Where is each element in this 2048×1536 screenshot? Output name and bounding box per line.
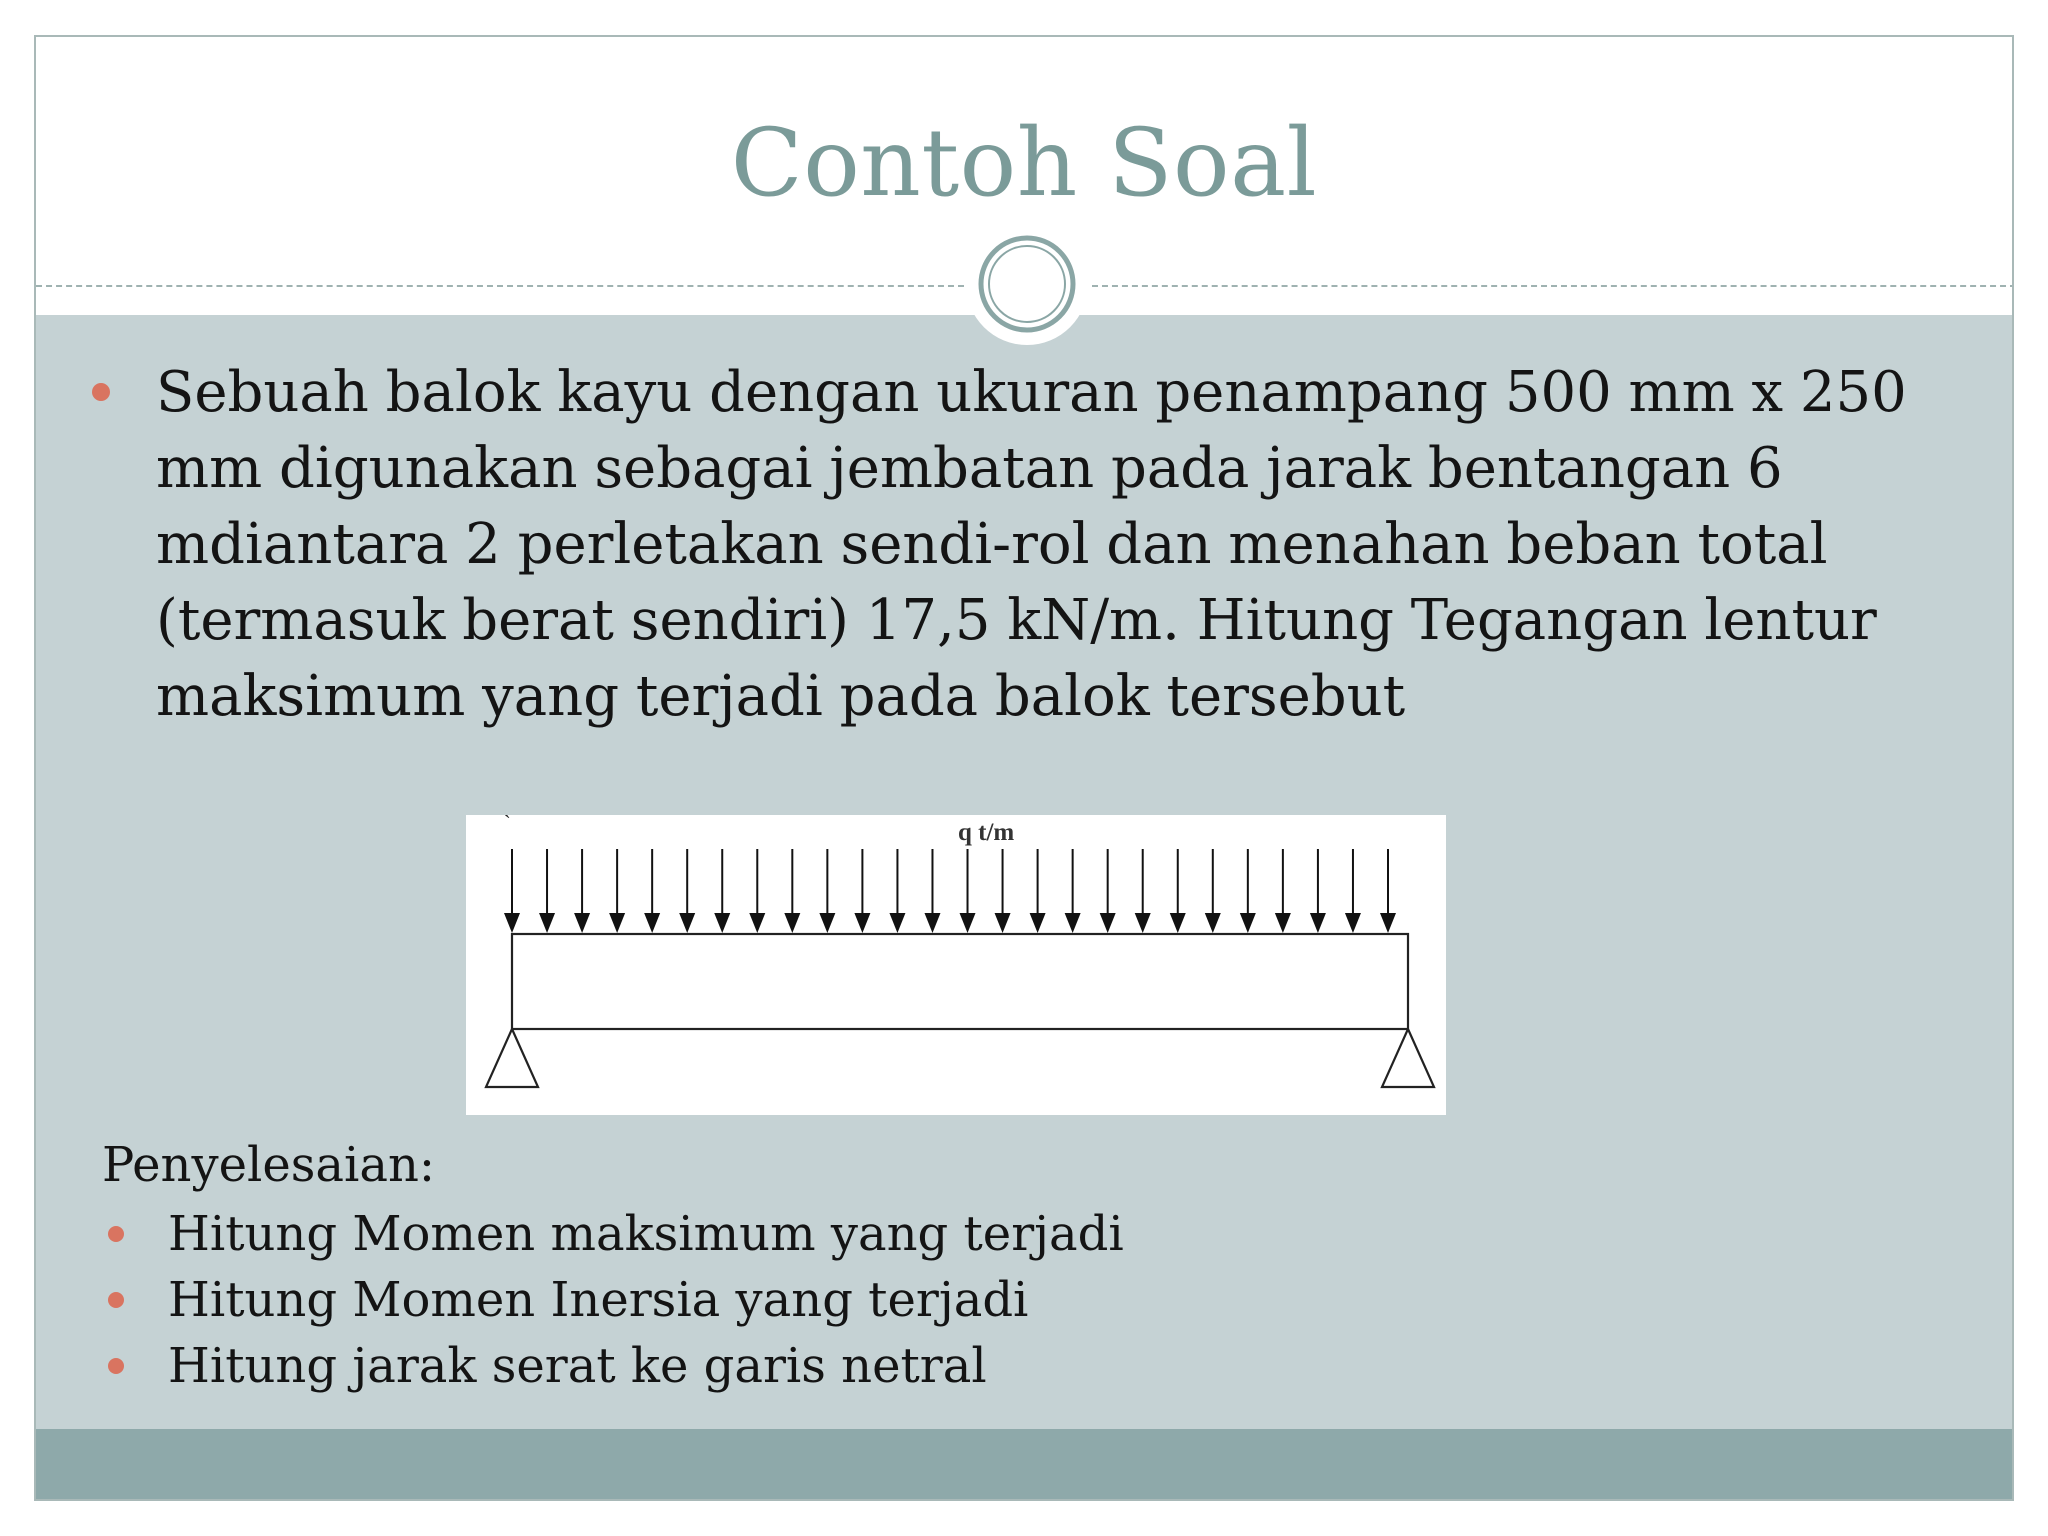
list-item (108, 1333, 1124, 1399)
load-arrow-head-icon (504, 913, 520, 933)
header-divider-right (1092, 285, 2014, 287)
load-arrow-head-icon (784, 913, 800, 933)
load-arrow-head-icon (1310, 913, 1326, 933)
load-arrow-head-icon (1205, 913, 1221, 933)
load-arrow-head-icon (819, 913, 835, 933)
load-arrow-head-icon (644, 913, 660, 933)
step-text: Hitung jarak serat ke garis netral (168, 1338, 987, 1394)
bullet-icon (108, 1292, 124, 1308)
load-arrow-head-icon (1030, 913, 1046, 933)
beam-diagram-svg (466, 815, 1446, 1115)
load-arrow-head-icon (539, 913, 555, 933)
bullet-icon (108, 1358, 124, 1374)
slide (34, 35, 2014, 1501)
load-arrow-head-icon (1345, 913, 1361, 933)
step-text: Hitung Momen maksimum yang terjadi (168, 1206, 1124, 1262)
load-arrow-head-icon (1275, 913, 1291, 933)
load-arrow-head-icon (960, 913, 976, 933)
problem-bullet (92, 355, 1912, 735)
footer-band (36, 1429, 2012, 1499)
load-arrow-head-icon (609, 913, 625, 933)
load-arrow-head-icon (714, 913, 730, 933)
load-arrow-head-icon (679, 913, 695, 933)
load-arrow-head-icon (1170, 913, 1186, 933)
load-arrow-head-icon (1135, 913, 1151, 933)
beam-diagram (466, 815, 1446, 1115)
header-divider-left (36, 285, 964, 287)
bullet-icon (108, 1226, 124, 1242)
load-arrow-head-icon (749, 913, 765, 933)
circle-ornament-icon (978, 235, 1076, 333)
beam (512, 934, 1408, 1029)
load-arrow-head-icon (1240, 913, 1256, 933)
load-arrow-head-icon (854, 913, 870, 933)
solution-label: Penyelesaian: (102, 1137, 436, 1193)
load-arrow-head-icon (1065, 913, 1081, 933)
load-arrow-head-icon (924, 913, 940, 933)
tick-mark: ` (504, 815, 511, 834)
problem-text: Sebuah balok kayu dengan ukuran penampang 500 mm x 250 mm digunakan sebagai jembatan pada jarak bentangan 6 mdiantara 2 perletakan sendi-rol dan menahan beban total (termasuk berat sendiri) 17,5 kN/m. Hitung Tegangan lentur maksimum yang terjadi pada balok tersebut (156, 360, 1907, 729)
load-arrow-head-icon (1100, 913, 1116, 933)
list-item (108, 1267, 1124, 1333)
distributed-load-arrows (504, 849, 1396, 933)
slide-title: Contoh Soal (730, 109, 1318, 218)
load-arrow-head-icon (889, 913, 905, 933)
load-label: q t/m (958, 819, 1015, 846)
load-arrow-head-icon (574, 913, 590, 933)
step-text: Hitung Momen Inersia yang terjadi (168, 1272, 1029, 1328)
roller-support-icon (1382, 1029, 1434, 1087)
list-item (108, 1201, 1124, 1267)
load-arrow-head-icon (995, 913, 1011, 933)
bullet-icon (92, 383, 110, 401)
solution-steps (108, 1201, 1124, 1399)
pin-support-icon (486, 1029, 538, 1087)
load-arrow-head-icon (1380, 913, 1396, 933)
